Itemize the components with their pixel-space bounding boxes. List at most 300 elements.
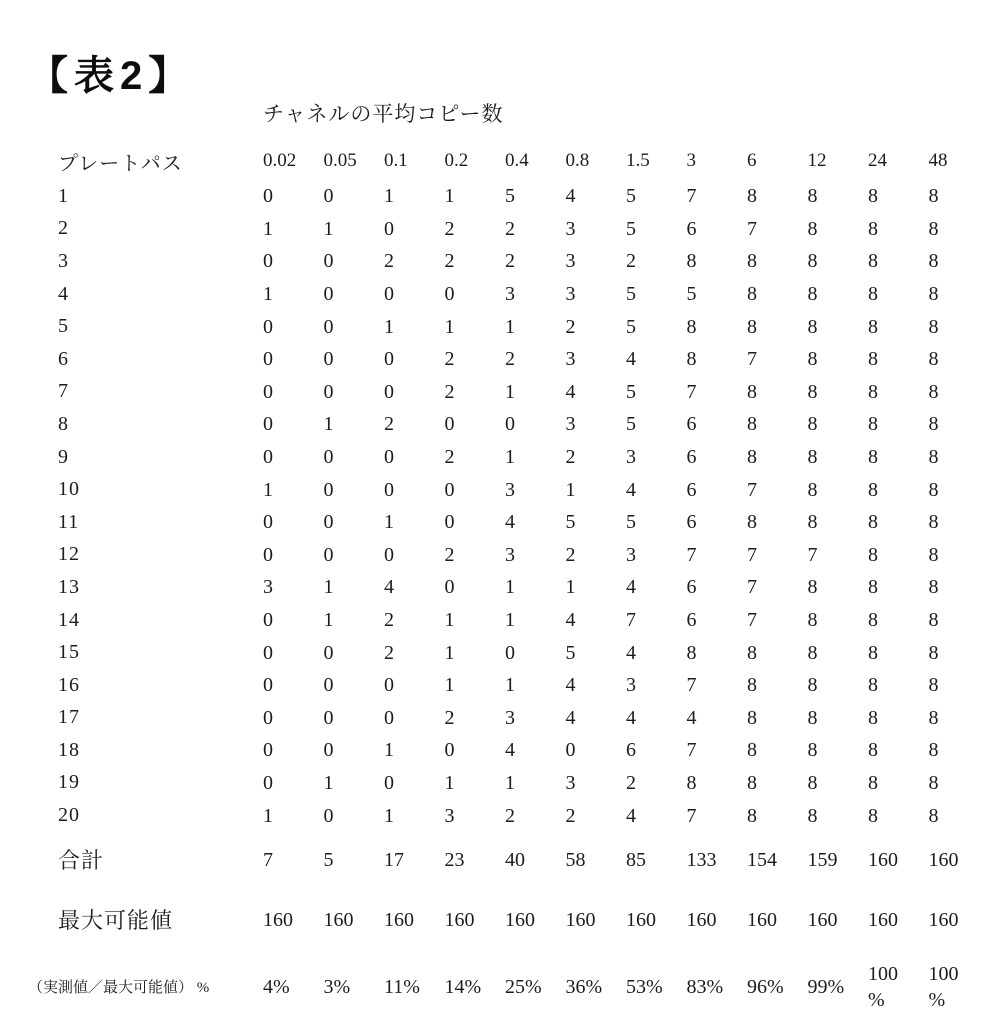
value-cell: 2 bbox=[626, 250, 636, 273]
table-row bbox=[58, 245, 998, 278]
value-cell: 8 bbox=[868, 380, 878, 403]
value-cell: 8 bbox=[868, 478, 878, 501]
row-label: 12 bbox=[58, 543, 80, 566]
value-cell: 5 bbox=[626, 413, 636, 436]
table-row bbox=[58, 767, 998, 800]
value-cell: 7 bbox=[686, 543, 697, 566]
value-cell: 8 bbox=[928, 804, 939, 827]
value-cell: 3 bbox=[565, 283, 576, 306]
value-cell: 2 bbox=[444, 348, 455, 371]
value-cell: 160 bbox=[686, 908, 717, 931]
value-cell: 96% bbox=[747, 975, 784, 998]
value-cell: 160 bbox=[384, 908, 414, 931]
value-cell: 7 bbox=[807, 543, 818, 566]
value-cell: 3 bbox=[565, 771, 576, 794]
value-cell: 7 bbox=[686, 185, 697, 208]
value-cell: 8 bbox=[807, 380, 818, 403]
value-cell: 8 bbox=[868, 413, 878, 436]
value-cell: 8 bbox=[868, 706, 878, 729]
value-cell: 160 bbox=[928, 908, 959, 931]
value-cell: 3 bbox=[505, 283, 515, 306]
value-cell: 4 bbox=[626, 348, 636, 371]
value-cell: 8 bbox=[928, 250, 939, 273]
row-label: 11 bbox=[58, 510, 80, 533]
value-cell: 8 bbox=[807, 413, 818, 436]
column-header: 12 bbox=[807, 150, 827, 171]
row-label: 4 bbox=[58, 282, 69, 305]
value-cell: 8 bbox=[747, 283, 757, 306]
value-cell: 8 bbox=[807, 739, 818, 762]
value-cell: 2 bbox=[565, 315, 576, 338]
table-row bbox=[58, 636, 998, 669]
value-cell: 4 bbox=[626, 478, 636, 501]
value-cell: 6 bbox=[686, 576, 697, 599]
value-cell: 8 bbox=[868, 250, 878, 273]
value-cell: 7 bbox=[686, 380, 697, 403]
value-cell: 0 bbox=[323, 706, 334, 729]
value-cell: 0 bbox=[263, 446, 273, 469]
row-axis-label: プレートパス bbox=[58, 152, 183, 175]
value-cell: 2 bbox=[384, 250, 394, 273]
value-cell: 1 bbox=[505, 609, 515, 632]
value-cell: 8 bbox=[747, 511, 757, 534]
row-label: 16 bbox=[58, 673, 80, 696]
value-cell: 0 bbox=[384, 771, 394, 794]
value-cell: 5 bbox=[565, 641, 576, 664]
value-cell: 99% bbox=[807, 975, 845, 998]
value-cell: 2 bbox=[444, 217, 455, 240]
value-cell: 8 bbox=[747, 380, 757, 403]
value-cell: 8 bbox=[747, 674, 757, 697]
value-cell: 0 bbox=[323, 478, 334, 501]
value-cell: 8 bbox=[868, 804, 878, 827]
value-cell: 0 bbox=[263, 380, 273, 403]
value-cell: 8 bbox=[868, 543, 878, 566]
value-cell: 0 bbox=[263, 185, 273, 208]
value-cell: 2 bbox=[384, 413, 394, 436]
value-cell: 7 bbox=[263, 848, 273, 871]
value-cell: 8 bbox=[868, 446, 878, 469]
value-cell: 8 bbox=[928, 380, 939, 403]
row-label: 2 bbox=[58, 217, 69, 240]
value-cell: 160 bbox=[868, 848, 898, 871]
value-cell: 100 % bbox=[928, 962, 959, 1011]
value-cell: 0 bbox=[323, 250, 334, 273]
value-cell: 3 bbox=[505, 543, 515, 566]
value-cell: 3 bbox=[263, 576, 273, 599]
value-cell: 1 bbox=[444, 315, 455, 338]
max-row bbox=[58, 882, 998, 946]
value-cell: 8 bbox=[747, 413, 757, 436]
value-cell: 8 bbox=[807, 315, 818, 338]
value-cell: 7 bbox=[747, 478, 757, 501]
value-cell: 1 bbox=[565, 576, 576, 599]
value-cell: 2 bbox=[444, 543, 455, 566]
value-cell: 8 bbox=[686, 315, 697, 338]
value-cell: 8 bbox=[928, 185, 939, 208]
value-cell: 1 bbox=[323, 413, 334, 436]
value-cell: 8 bbox=[807, 576, 818, 599]
table-title-row bbox=[58, 98, 998, 142]
row-label: 14 bbox=[58, 608, 80, 631]
value-cell: 160 bbox=[928, 848, 959, 871]
value-cell: 4 bbox=[565, 674, 576, 697]
value-cell: 160 bbox=[323, 908, 354, 931]
value-cell: 8 bbox=[807, 478, 818, 501]
value-cell: 0 bbox=[444, 478, 455, 501]
value-cell: 8 bbox=[686, 641, 697, 664]
value-cell: 0 bbox=[323, 739, 334, 762]
column-header: 0.2 bbox=[444, 150, 469, 171]
value-cell: 8 bbox=[807, 511, 818, 534]
value-cell: 6 bbox=[686, 413, 697, 436]
value-cell: 1 bbox=[505, 771, 515, 794]
value-cell: 3 bbox=[626, 446, 636, 469]
table-row bbox=[58, 343, 998, 376]
value-cell: 7 bbox=[747, 543, 757, 566]
value-cell: 8 bbox=[807, 674, 818, 697]
value-cell: 4 bbox=[565, 380, 576, 403]
row-label: 18 bbox=[58, 738, 80, 761]
value-cell: 8 bbox=[868, 217, 878, 240]
value-cell: 0 bbox=[384, 706, 394, 729]
value-cell: 0 bbox=[444, 283, 455, 306]
value-cell: 8 bbox=[868, 315, 878, 338]
value-cell: 8 bbox=[686, 771, 697, 794]
value-cell: 8 bbox=[928, 315, 939, 338]
column-header: 48 bbox=[928, 150, 948, 171]
value-cell: 7 bbox=[686, 804, 697, 827]
value-cell: 6 bbox=[686, 217, 697, 240]
value-cell: 1 bbox=[384, 315, 394, 338]
total-row bbox=[58, 832, 998, 882]
value-cell: 8 bbox=[807, 446, 818, 469]
value-cell: 0 bbox=[263, 641, 273, 664]
value-cell: 8 bbox=[747, 706, 757, 729]
value-cell: 4 bbox=[626, 706, 636, 729]
value-cell: 7 bbox=[747, 217, 757, 240]
value-cell: 0 bbox=[505, 641, 515, 664]
value-cell: 0 bbox=[263, 706, 273, 729]
value-cell: 5 bbox=[626, 185, 636, 208]
value-cell: 0 bbox=[323, 380, 334, 403]
value-cell: 0 bbox=[263, 609, 273, 632]
value-cell: 8 bbox=[928, 217, 939, 240]
table-row bbox=[58, 702, 998, 735]
value-cell: 160 bbox=[263, 908, 293, 931]
value-cell: 0 bbox=[323, 283, 334, 306]
value-cell: 1 bbox=[505, 674, 515, 697]
value-cell: 1 bbox=[384, 804, 394, 827]
value-cell: 8 bbox=[868, 674, 878, 697]
value-cell: 0 bbox=[505, 413, 515, 436]
value-cell: 0 bbox=[384, 446, 394, 469]
value-cell: 53% bbox=[626, 975, 663, 998]
value-cell: 3 bbox=[565, 413, 576, 436]
value-cell: 6 bbox=[626, 739, 636, 762]
row-label: 1 bbox=[58, 184, 69, 207]
column-header: 3 bbox=[686, 150, 696, 171]
value-cell: 5 bbox=[505, 185, 515, 208]
value-cell: 3 bbox=[505, 478, 515, 501]
value-cell: 8 bbox=[807, 609, 818, 632]
value-cell: 0 bbox=[263, 511, 273, 534]
value-cell: 23 bbox=[444, 848, 465, 871]
value-cell: 0 bbox=[384, 217, 394, 240]
value-cell: 160 bbox=[868, 908, 898, 931]
value-cell: 7 bbox=[747, 576, 757, 599]
row-label: 15 bbox=[58, 641, 80, 664]
value-cell: 8 bbox=[747, 739, 757, 762]
value-cell: 8 bbox=[928, 543, 939, 566]
value-cell: 25% bbox=[505, 975, 542, 998]
row-label: 17 bbox=[58, 706, 80, 729]
table-row bbox=[58, 310, 998, 343]
row-label: 13 bbox=[58, 575, 80, 598]
value-cell: 0 bbox=[263, 315, 273, 338]
value-cell: 1 bbox=[505, 315, 515, 338]
value-cell: 8 bbox=[868, 511, 878, 534]
value-cell: 7 bbox=[747, 348, 757, 371]
value-cell: 0 bbox=[323, 511, 334, 534]
value-cell: 0 bbox=[384, 348, 394, 371]
value-cell: 8 bbox=[807, 217, 818, 240]
value-cell: 2 bbox=[505, 250, 515, 273]
value-cell: 0 bbox=[444, 511, 455, 534]
value-cell: 1 bbox=[444, 674, 455, 697]
value-cell: 2 bbox=[505, 348, 515, 371]
value-cell: 0 bbox=[263, 739, 273, 762]
value-cell: 8 bbox=[747, 315, 757, 338]
value-cell: 0 bbox=[323, 315, 334, 338]
value-cell: 1 bbox=[263, 283, 273, 306]
row-label: 合計 bbox=[58, 848, 105, 874]
value-cell: 8 bbox=[928, 706, 939, 729]
value-cell: 11% bbox=[384, 975, 420, 998]
value-cell: 8 bbox=[928, 609, 939, 632]
value-cell: 8 bbox=[928, 674, 939, 697]
table-row bbox=[58, 473, 998, 506]
value-cell: 4 bbox=[384, 576, 394, 599]
value-cell: 14% bbox=[444, 975, 482, 998]
value-cell: 1 bbox=[323, 771, 334, 794]
table-row bbox=[58, 539, 998, 572]
value-cell: 0 bbox=[444, 413, 455, 436]
value-cell: 154 bbox=[747, 848, 777, 871]
value-cell: 0 bbox=[384, 674, 394, 697]
row-label: 8 bbox=[58, 412, 69, 435]
percent-row bbox=[28, 946, 998, 1020]
value-cell: 8 bbox=[747, 771, 757, 794]
value-cell: 8 bbox=[807, 641, 818, 664]
value-cell: 0 bbox=[384, 380, 394, 403]
value-cell: 5 bbox=[626, 315, 636, 338]
value-cell: 8 bbox=[747, 185, 757, 208]
table-row bbox=[58, 213, 998, 246]
value-cell: 159 bbox=[807, 848, 838, 871]
value-cell: 2 bbox=[565, 804, 576, 827]
value-cell: 4 bbox=[626, 804, 636, 827]
value-cell: 8 bbox=[868, 576, 878, 599]
value-cell: 6 bbox=[686, 609, 697, 632]
value-cell: 1 bbox=[323, 609, 334, 632]
value-cell: 40 bbox=[505, 848, 525, 871]
value-cell: 1 bbox=[505, 446, 515, 469]
value-cell: 4 bbox=[565, 706, 576, 729]
value-cell: 5 bbox=[626, 380, 636, 403]
row-label: 5 bbox=[58, 315, 69, 338]
value-cell: 0 bbox=[384, 543, 394, 566]
value-cell: 58 bbox=[565, 848, 586, 871]
row-label: 最大可能値 bbox=[58, 908, 174, 934]
row-label: 10 bbox=[58, 478, 80, 501]
value-cell: 160 bbox=[444, 908, 475, 931]
value-cell: 3 bbox=[565, 217, 576, 240]
value-cell: 0 bbox=[263, 250, 273, 273]
value-cell: 0 bbox=[565, 739, 576, 762]
column-header: 6 bbox=[747, 150, 757, 171]
table-row bbox=[58, 180, 998, 213]
value-cell: 2 bbox=[444, 706, 455, 729]
value-cell: 2 bbox=[384, 641, 394, 664]
value-cell: 0 bbox=[323, 185, 334, 208]
value-cell: 4 bbox=[565, 609, 576, 632]
value-cell: 8 bbox=[807, 250, 818, 273]
table-row bbox=[58, 669, 998, 702]
value-cell: 6 bbox=[686, 446, 697, 469]
table-row bbox=[58, 408, 998, 441]
value-cell: 4 bbox=[505, 511, 515, 534]
value-cell: 4 bbox=[565, 185, 576, 208]
value-cell: 1 bbox=[384, 185, 394, 208]
value-cell: 0 bbox=[444, 739, 455, 762]
row-label: （実測値／最大可能値） % bbox=[28, 980, 210, 997]
value-cell: 8 bbox=[747, 446, 757, 469]
value-cell: 7 bbox=[686, 739, 697, 762]
value-cell: 8 bbox=[928, 413, 939, 436]
value-cell: 1 bbox=[384, 739, 394, 762]
value-cell: 8 bbox=[868, 283, 878, 306]
value-cell: 1 bbox=[263, 804, 273, 827]
value-cell: 36% bbox=[565, 975, 603, 998]
table-caption: 【表2】 bbox=[28, 54, 195, 98]
value-cell: 0 bbox=[323, 674, 334, 697]
value-cell: 8 bbox=[807, 804, 818, 827]
value-cell: 1 bbox=[444, 609, 455, 632]
value-cell: 160 bbox=[505, 908, 535, 931]
row-label: 9 bbox=[58, 445, 69, 468]
table-row bbox=[58, 376, 998, 409]
row-label: 20 bbox=[58, 804, 80, 827]
value-cell: 5 bbox=[626, 511, 636, 534]
value-cell: 3 bbox=[626, 674, 636, 697]
value-cell: 5 bbox=[565, 511, 576, 534]
value-cell: 3 bbox=[565, 348, 576, 371]
value-cell: 8 bbox=[928, 641, 939, 664]
value-cell: 8 bbox=[928, 771, 939, 794]
value-cell: 1 bbox=[444, 771, 455, 794]
value-cell: 133 bbox=[686, 848, 717, 871]
table-row bbox=[58, 441, 998, 474]
value-cell: 8 bbox=[868, 641, 878, 664]
table-title: チャネルの平均コピー数 bbox=[263, 102, 504, 126]
column-header-row bbox=[58, 142, 998, 180]
value-cell: 1 bbox=[565, 478, 576, 501]
value-cell: 160 bbox=[626, 908, 656, 931]
value-cell: 8 bbox=[747, 804, 757, 827]
value-cell: 0 bbox=[263, 543, 273, 566]
value-cell: 83% bbox=[686, 975, 724, 998]
column-header: 0.02 bbox=[263, 150, 297, 171]
value-cell: 1 bbox=[263, 217, 273, 240]
row-label: 7 bbox=[58, 380, 69, 403]
value-cell: 3 bbox=[444, 804, 455, 827]
value-cell: 2 bbox=[444, 446, 455, 469]
row-label: 3 bbox=[58, 249, 69, 272]
table-row bbox=[58, 278, 998, 311]
value-cell: 4 bbox=[686, 706, 697, 729]
value-cell: 1 bbox=[384, 511, 394, 534]
value-cell: 0 bbox=[263, 771, 273, 794]
value-cell: 0 bbox=[263, 348, 273, 371]
table-body bbox=[28, 180, 998, 1020]
value-cell: 4 bbox=[505, 739, 515, 762]
value-cell: 8 bbox=[807, 706, 818, 729]
value-cell: 1 bbox=[323, 217, 334, 240]
value-cell: 8 bbox=[928, 511, 939, 534]
value-cell: 5 bbox=[323, 848, 334, 871]
value-cell: 6 bbox=[686, 478, 697, 501]
value-cell: 0 bbox=[323, 446, 334, 469]
value-cell: 5 bbox=[626, 217, 636, 240]
value-cell: 0 bbox=[384, 283, 394, 306]
value-cell: 8 bbox=[868, 348, 878, 371]
table-row bbox=[58, 604, 998, 637]
value-cell: 85 bbox=[626, 848, 646, 871]
column-header: 0.05 bbox=[323, 150, 357, 171]
value-cell: 8 bbox=[868, 771, 878, 794]
value-cell: 8 bbox=[747, 250, 757, 273]
value-cell: 7 bbox=[686, 674, 697, 697]
value-cell: 7 bbox=[626, 609, 636, 632]
table-row bbox=[58, 571, 998, 604]
value-cell: 8 bbox=[928, 739, 939, 762]
value-cell: 8 bbox=[807, 348, 818, 371]
row-label: 19 bbox=[58, 771, 80, 794]
value-cell: 8 bbox=[686, 348, 697, 371]
value-cell: 5 bbox=[626, 283, 636, 306]
value-cell: 1 bbox=[505, 576, 515, 599]
table-row bbox=[58, 734, 998, 767]
table-row bbox=[58, 799, 998, 832]
column-header: 1.5 bbox=[626, 150, 650, 171]
value-cell: 8 bbox=[868, 739, 878, 762]
value-cell: 17 bbox=[384, 848, 404, 871]
copy-number-table bbox=[28, 98, 998, 1020]
value-cell: 2 bbox=[444, 250, 455, 273]
value-cell: 100 % bbox=[868, 962, 898, 1011]
value-cell: 1 bbox=[263, 478, 273, 501]
value-cell: 0 bbox=[323, 641, 334, 664]
value-cell: 4 bbox=[626, 576, 636, 599]
value-cell: 0 bbox=[323, 348, 334, 371]
value-cell: 3% bbox=[323, 975, 351, 998]
value-cell: 2 bbox=[505, 217, 515, 240]
value-cell: 4 bbox=[626, 641, 636, 664]
column-header: 0.8 bbox=[565, 150, 590, 171]
value-cell: 8 bbox=[928, 283, 939, 306]
value-cell: 8 bbox=[928, 348, 939, 371]
